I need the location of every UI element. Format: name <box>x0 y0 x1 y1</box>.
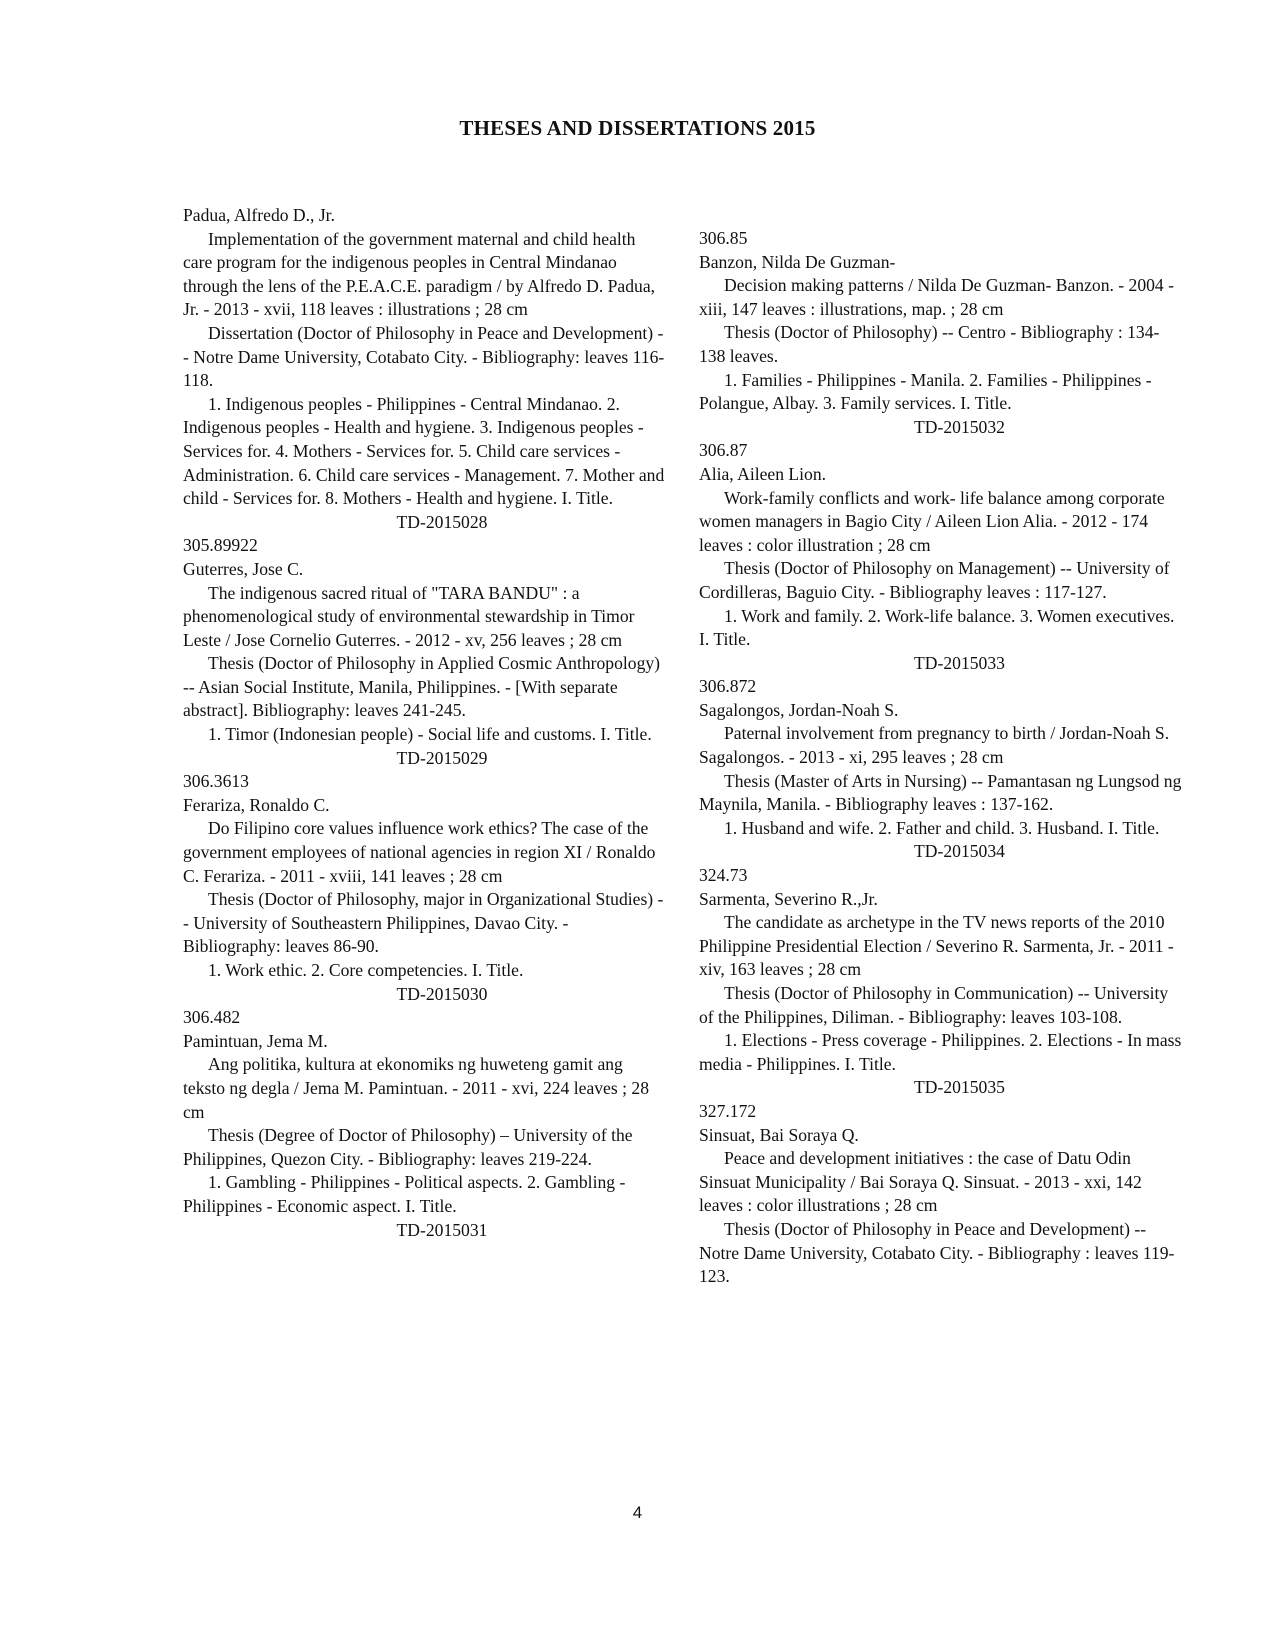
entry-call-number: 306.872 <box>699 676 757 697</box>
entry-author: Guterres, Jose C. <box>183 558 304 579</box>
entry-td-number: TD-2015031 <box>396 1219 488 1240</box>
entry-author: Banzon, Nilda De Guzman- <box>699 251 896 272</box>
entry-note: Thesis (Degree of Doctor of Philosophy) – University of the Philippines, Quezon City. - Bibliography: leaves 219-224. <box>183 1125 633 1169</box>
entry-title: Peace and development initiatives : the case of Datu Odin Sinsuat Municipality / Bai Soraya Q. Sinsuat. - 2013 - xxi, 142 leaves : color illustrations ; 28 cm <box>699 1148 1142 1216</box>
entry-call-number: 306.3613 <box>183 771 249 792</box>
entry-title: Ang politika, kultura at ekonomiks ng huweteng gamit ang teksto ng degla / Jema M. Pamintuan. - 2011 - xvi, 224 leaves ; 28 cm <box>183 1054 649 1122</box>
catalog-entry <box>699 1100 1184 1289</box>
entry-note: Thesis (Doctor of Philosophy in Communication) -- University of the Philippines, Diliman. - Bibliography: leaves 103-108. <box>699 983 1169 1027</box>
entry-call-number: 306.85 <box>699 228 748 248</box>
catalog-entry <box>699 675 1184 864</box>
entry-td-number: TD-2015032 <box>914 416 1005 437</box>
entry-author: Alia, Aileen Lion. <box>699 463 827 484</box>
entry-note: Thesis (Doctor of Philosophy in Peace and Development) -- Notre Dame University, Cotabato City. - Bibliography : leaves 119-123. <box>699 1218 1175 1287</box>
entry-td-number: TD-2015035 <box>914 1077 1005 1098</box>
entry-author: Pamintuan, Jema M. <box>183 1030 328 1051</box>
entry-title: Work-family conflicts and work- life balance among corporate women managers in Bagio City / Aileen Lion Alia. - 2012 - 174 leaves : color illustration ; 28 cm <box>699 487 1165 555</box>
entry-call-number: 324.73 <box>699 865 748 886</box>
page-number: 4 <box>632 1503 643 1522</box>
entry-note: Thesis (Doctor of Philosophy, major in Organizational Studies) -- University of Southeastern Philippines, Davao City. - Bibliography: leaves 86-90. <box>183 889 664 957</box>
entry-subjects: 1. Elections - Press coverage - Philippines. 2. Elections - In mass media - Philippines. I. Title. <box>699 1030 1182 1074</box>
entry-subjects: 1. Gambling - Philippines - Political aspects. 2. Gambling - Philippines - Economic aspect. I. Title. <box>183 1172 626 1216</box>
entry-subjects: 1. Work and family. 2. Work-life balance. 3. Women executives. I. Title. <box>699 605 1175 650</box>
entry-note: Dissertation (Doctor of Philosophy in Peace and Development) -- Notre Dame University, Cotabato City. - Bibliography: leaves 116-118. <box>183 322 665 391</box>
entry-title: The indigenous sacred ritual of "TARA BANDU" : a phenomenological study of environmental stewardship in Timor Leste / Jose Cornelio Guterres. - 2012 - xv, 256 leaves ; 28 cm <box>183 582 635 650</box>
page-title: THESES AND DISSERTATIONS 2015 <box>459 116 816 140</box>
entry-call-number: 306.482 <box>183 1007 241 1028</box>
entry-td-number: TD-2015034 <box>914 841 1005 862</box>
entry-subjects: 1. Work ethic. 2. Core competencies. I. Title. <box>208 960 524 980</box>
entry-note: Thesis (Doctor of Philosophy on Management) -- University of Cordilleras, Baguio City. - Bibliography leaves : 117-127. <box>699 558 1170 602</box>
entry-title: The candidate as archetype in the TV news reports of the 2010 Philippine Presidential Election / Severino R. Sarmenta, Jr. - 2011 - xiv, 163 leaves ; 28 cm <box>699 912 1174 980</box>
entry-call-number: 306.87 <box>699 440 748 461</box>
entry-title: Do Filipino core values influence work ethics? The case of the government employees of national agencies in region XI / Ronaldo C. Ferariza. - 2011 - xviii, 141 leaves ; 28 cm <box>183 818 656 886</box>
entry-note: Thesis (Doctor of Philosophy) -- Centro - Bibliography : 134-138 leaves. <box>699 322 1160 366</box>
catalog-entry <box>183 1006 665 1242</box>
entry-td-number: TD-2015028 <box>396 511 488 532</box>
entry-subjects: 1. Families - Philippines - Manila. 2. Families - Philippines - Polangue, Albay. 3. Family services. I. Title. <box>699 369 1152 414</box>
entry-call-number: 305.89922 <box>183 535 258 556</box>
catalog-entry <box>183 534 665 770</box>
entry-title: Decision making patterns / Nilda De Guzman- Banzon. - 2004 - xiii, 147 leaves : illustrations, map. ; 28 cm <box>699 275 1174 319</box>
entry-td-number: TD-2015033 <box>914 652 1005 673</box>
entry-note: Thesis (Master of Arts in Nursing) -- Pamantasan ng Lungsod ng Maynila, Manila. - Bibliography leaves : 137-162. <box>699 770 1182 815</box>
entry-author: Sinsuat, Bai Soraya Q. <box>699 1124 859 1145</box>
catalog-entry <box>183 204 665 534</box>
entry-author: Ferariza, Ronaldo C. <box>183 794 330 815</box>
entry-author: Padua, Alfredo D., Jr. <box>183 205 335 225</box>
entry-author: Sagalongos, Jordan-Noah S. <box>699 699 899 720</box>
entry-subjects: 1. Timor (Indonesian people) - Social life and customs. I. Title. <box>208 724 652 745</box>
entry-author: Sarmenta, Severino R.,Jr. <box>699 888 878 909</box>
entry-title: Implementation of the government maternal and child health care program for the indigenous peoples in Central Mindanao through the lens of the P.E.A.C.E. paradigm / by Alfredo D. Padua, Jr. - 2013 - xvii, 118 leaves : illustrations ; 28 cm <box>183 228 656 320</box>
catalog-entry <box>699 227 1184 439</box>
entry-subjects: 1. Indigenous peoples - Philippines - Central Mindanao. 2. Indigenous peoples - Health and hygiene. 3. Indigenous peoples - Services for. 4. Mothers - Services for. 5. Child care services - Administration. 6. Child care services - Management. 7. Mother and child - Services for. 8. Mothers - Health and hygiene. I. Title. <box>183 393 665 509</box>
entry-td-number: TD-2015029 <box>396 747 488 768</box>
entry-call-number: 327.172 <box>699 1100 757 1121</box>
right-column <box>699 227 1184 1289</box>
left-column <box>183 204 665 1242</box>
catalog-entry <box>699 439 1184 675</box>
entry-td-number: TD-2015030 <box>396 983 488 1004</box>
entry-note: Thesis (Doctor of Philosophy in Applied Cosmic Anthropology) -- Asian Social Institute, Manila, Philippines. - [With separate abstract]. Bibliography: leaves 241-245. <box>183 653 661 721</box>
entry-subjects: 1. Husband and wife. 2. Father and child. 3. Husband. I. Title. <box>724 817 1160 838</box>
entry-title: Paternal involvement from pregnancy to birth / Jordan-Noah S. Sagalongos. - 2013 - xi, 295 leaves ; 28 cm <box>699 723 1170 768</box>
catalog-entry <box>183 770 665 1006</box>
catalog-entry <box>699 864 1184 1100</box>
